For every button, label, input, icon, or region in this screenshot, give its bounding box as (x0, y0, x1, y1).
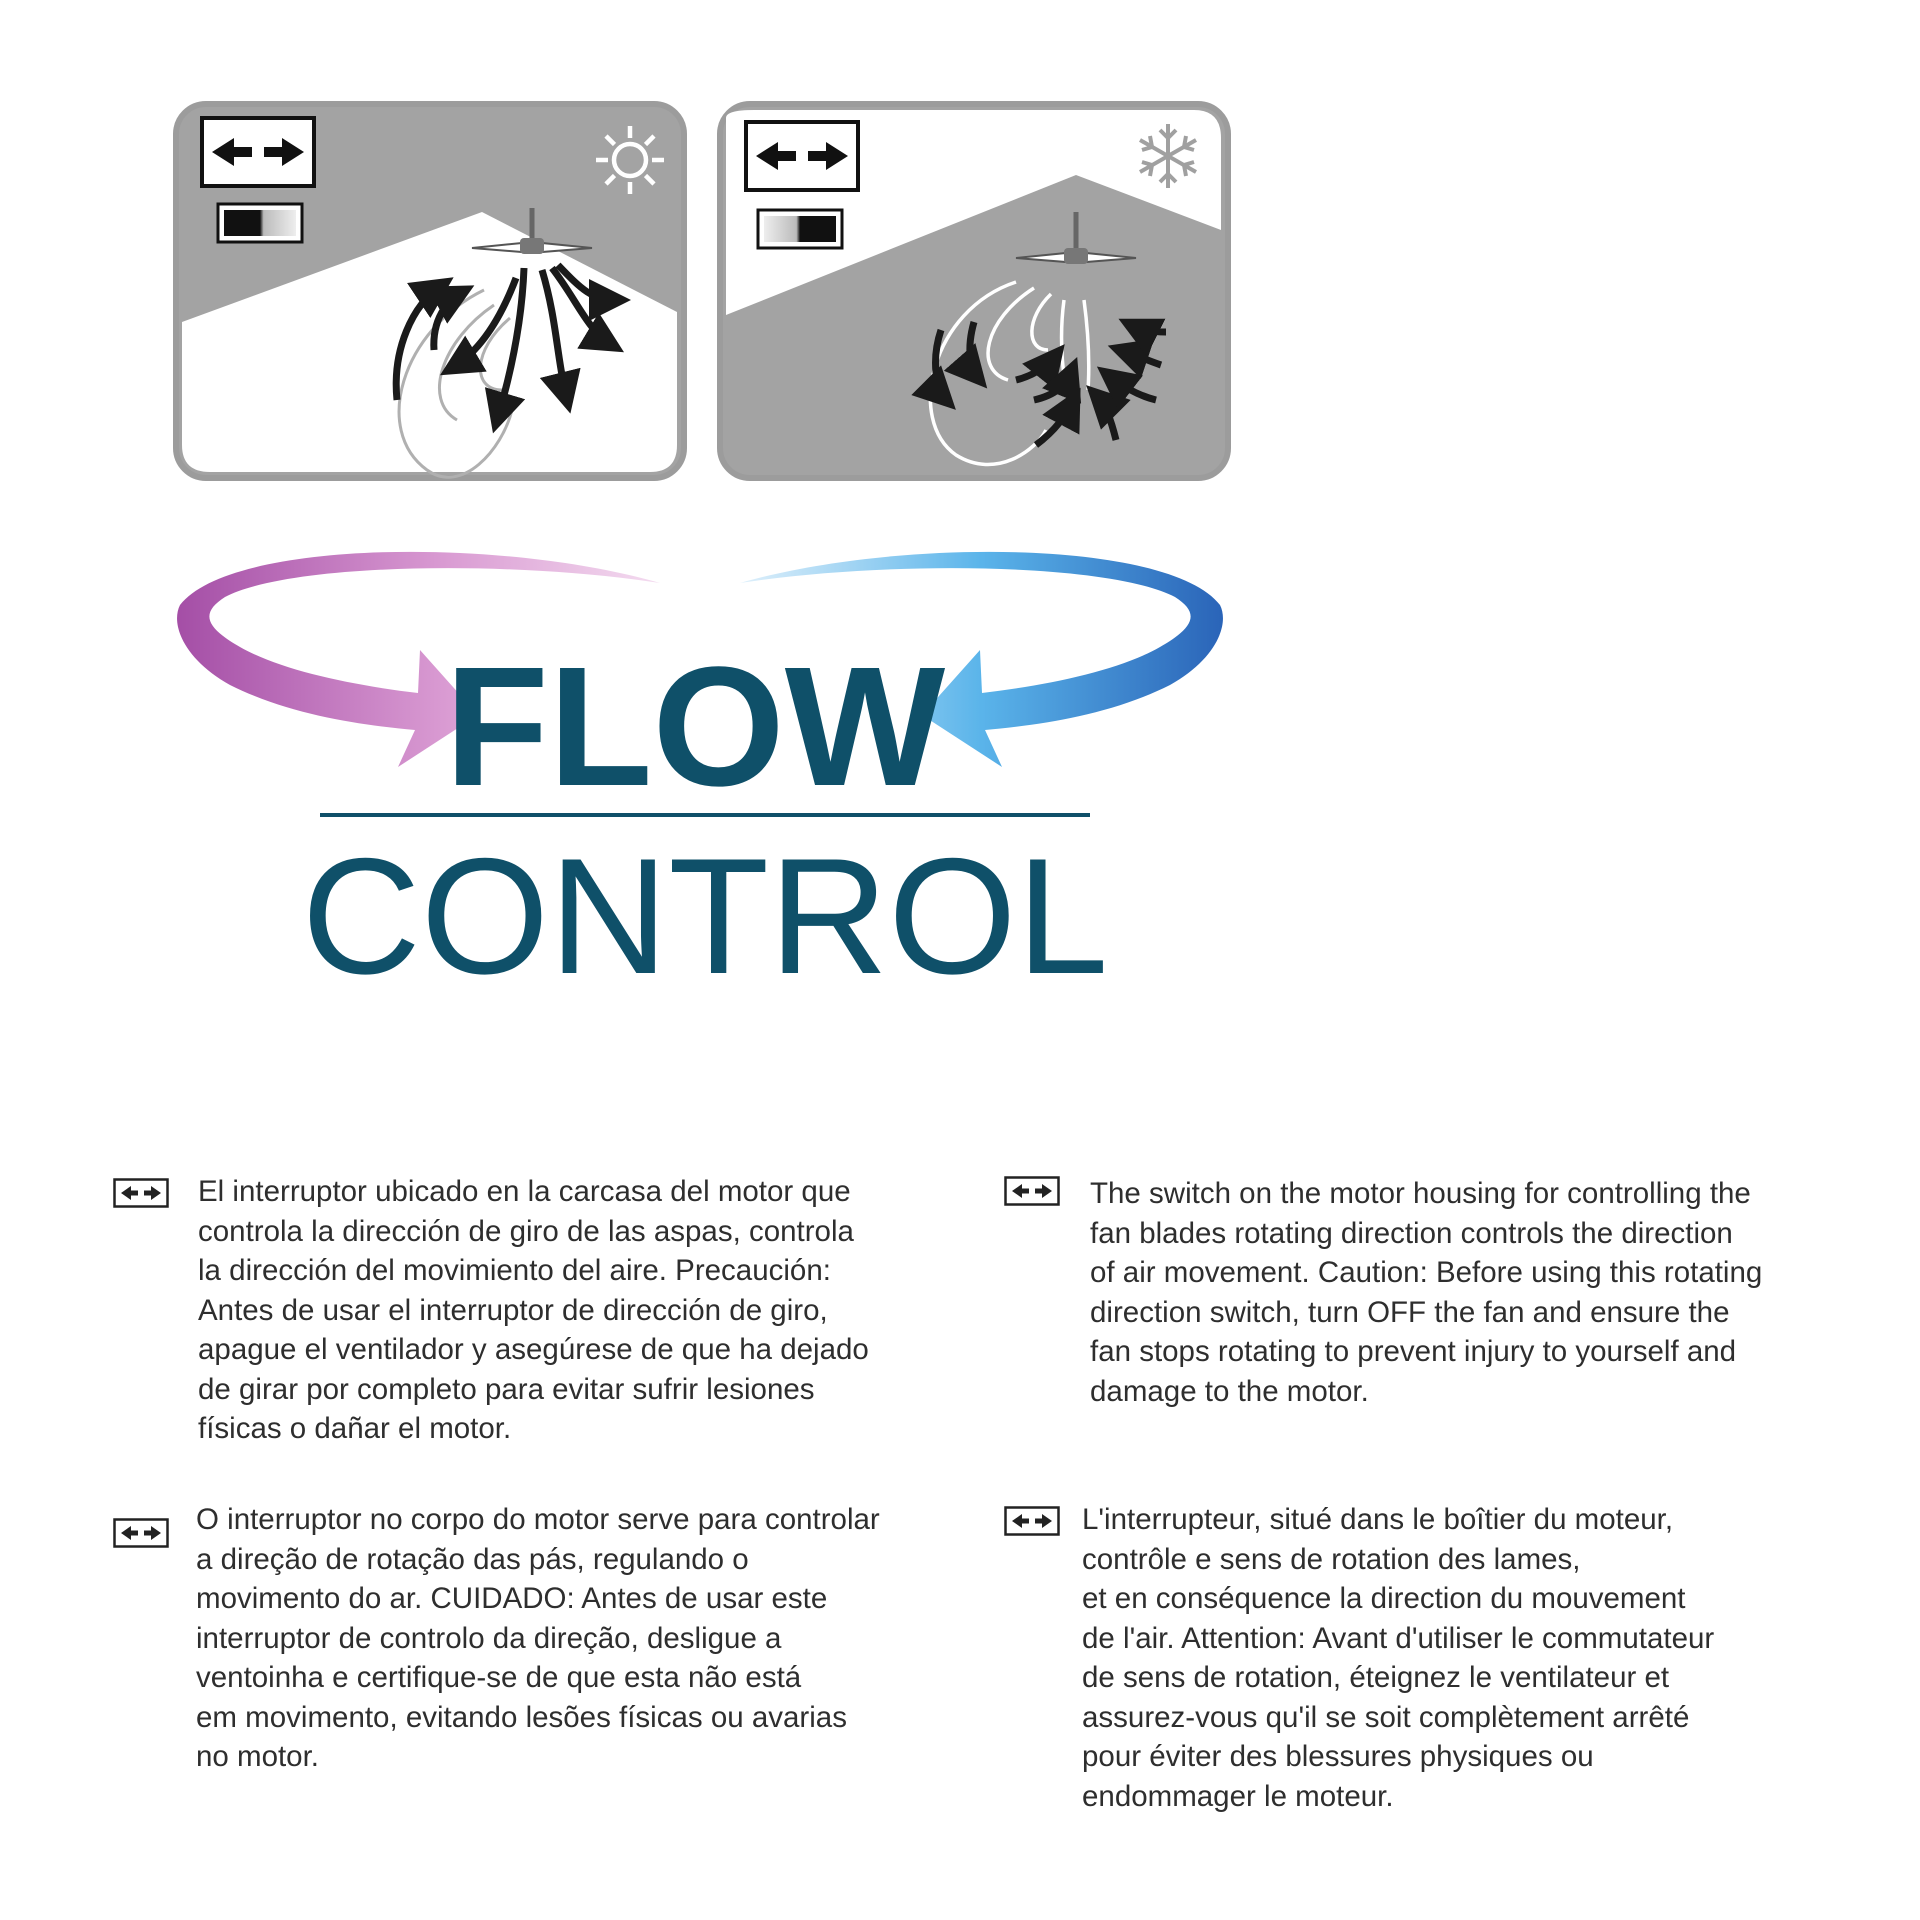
paragraph-line: la dirección del movimiento del aire. Precaución: (198, 1254, 831, 1287)
direction-arrows-icon (202, 118, 314, 186)
direction-switch-icon (758, 210, 842, 248)
paragraph-line: de girar por completo para evitar sufrir lesiones (198, 1372, 815, 1406)
paragraph-line: controla la dirección de giro de las aspas, controla (198, 1214, 854, 1248)
direction-arrows-icon (1004, 1176, 1060, 1206)
summer-mode-panel (172, 100, 688, 482)
paragraph-line: of air movement. Caution: Before using this rotating (1090, 1256, 1763, 1289)
logo-word-control: CONTROL (301, 824, 1109, 985)
direction-arrows-icon (746, 122, 858, 190)
direction-arrows-icon (113, 1518, 169, 1548)
paragraph-line: damage to the motor. (1090, 1374, 1369, 1408)
paragraph-line: Antes de usar el interruptor de dirección de giro, (198, 1293, 828, 1327)
paragraph-line: de l'air. Attention: Avant d'utiliser le commutateur (1082, 1621, 1715, 1655)
paragraph-line: movimento do ar. CUIDADO: Antes de usar este (196, 1582, 828, 1615)
paragraph-line: assurez-vous qu'il se soit complètement arrêté (1082, 1700, 1690, 1734)
paragraph-line: direction switch, turn OFF the fan and ensure the (1090, 1295, 1730, 1329)
paragraph-line: The switch on the motor housing for controlling the (1090, 1177, 1751, 1210)
paragraph-pt (196, 1500, 880, 1777)
winter-mode-panel (716, 100, 1232, 482)
paragraph-line: ventoinha e certifique-se de que esta não está (196, 1661, 802, 1694)
paragraph-line: no motor. (196, 1740, 319, 1773)
direction-arrows-icon (1004, 1506, 1060, 1536)
paragraph-en (1090, 1174, 1762, 1411)
paragraph-line: contrôle e sens de rotation des lames, (1082, 1542, 1581, 1576)
paragraph-line: a direção de rotação das pás, regulando o (196, 1542, 749, 1576)
paragraph-line: em movimento, evitando lesões físicas ou avarias (196, 1700, 847, 1734)
logo-word-flow: FLOW (444, 632, 946, 822)
paragraph-line: físicas o dañar el motor. (198, 1412, 512, 1445)
paragraph-line: endommager le moteur. (1082, 1779, 1394, 1813)
paragraph-line: O interruptor no corpo do motor serve para controlar (196, 1503, 880, 1536)
paragraph-es (198, 1172, 869, 1449)
direction-switch-icon (218, 204, 302, 242)
paragraph-line: de sens de rotation, éteignez le ventilateur et (1082, 1661, 1670, 1694)
flow-control-logo (170, 545, 1230, 985)
paragraph-line: fan blades rotating direction controls the direction (1090, 1216, 1733, 1250)
paragraph-line: pour éviter des blessures physiques ou (1082, 1740, 1594, 1773)
paragraph-line: fan stops rotating to prevent injury to yourself and (1090, 1335, 1737, 1368)
direction-arrows-icon (113, 1178, 169, 1208)
paragraph-line: interruptor de controlo da direção, desligue a (196, 1621, 782, 1655)
paragraph-line: El interruptor ubicado en la carcasa del motor que (198, 1175, 851, 1208)
paragraph-line: et en conséquence la direction du mouvement (1082, 1582, 1686, 1615)
paragraph-line: L'interrupteur, situé dans le boîtier du moteur, (1082, 1503, 1674, 1536)
paragraph-line: apague el ventilador y asegúrese de que ha dejado (198, 1333, 869, 1366)
paragraph-fr (1082, 1500, 1714, 1816)
